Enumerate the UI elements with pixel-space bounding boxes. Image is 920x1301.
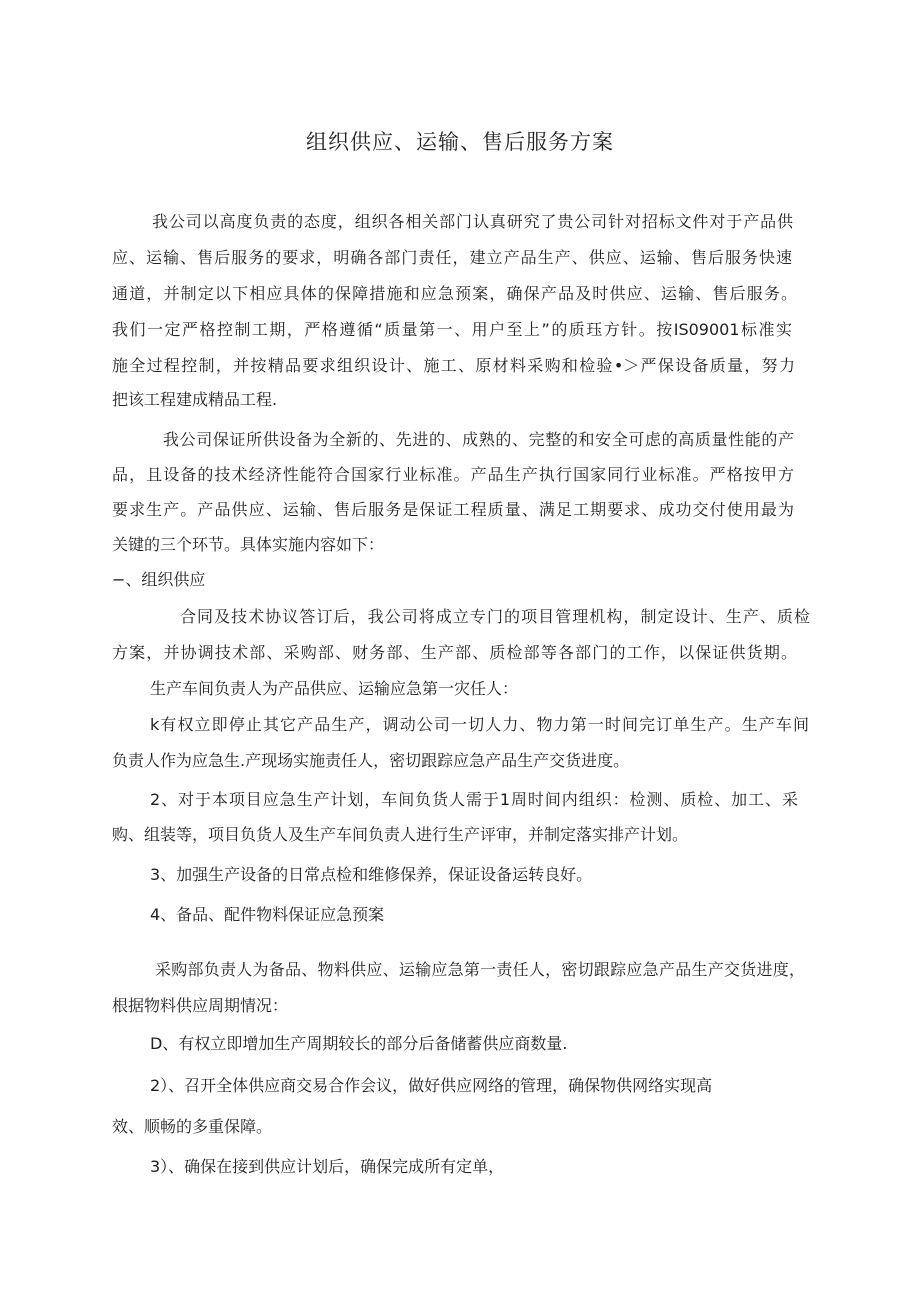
list-item: 4、备品、配件物料保证应急预案 [150, 905, 385, 924]
list-item: D、有权立即增加生产周期较长的部分后备储蓄供应商数量. [150, 1034, 568, 1053]
paragraph-line: 我公司以高度负责的态度，组织各相关部门认真研究了贵公司针对招标文件对于产品供 [152, 212, 793, 231]
paragraph-line: k有权立即停止其它产品生产，调动公司一切人力、物力第一时间完订单生产。生产车间 [150, 715, 809, 734]
paragraph-line: 根据物料供应周期情况： [112, 996, 289, 1015]
list-item: 2、对于本项目应急生产计划，车间负货人需于1周时间内组织：检测、质检、加工、采 [150, 790, 798, 809]
document-title: 组织供应、运输、售后服务方案 [306, 130, 614, 154]
paragraph-line: 生产车间负责人为产品供应、运输应急第一灾任人： [150, 679, 519, 698]
paragraph-line: 方案，并协调技术部、采购部、财务部、生产部、质检部等各部门的工作，以保证供货期。 [112, 643, 797, 662]
paragraph-line: 把该工程建成精品工程. [112, 390, 278, 409]
section-heading: −、组织供应 [112, 570, 206, 589]
paragraph-line: 要求生产。产品供应、运输、售后服务是保证工程质量、满足工期要求、成功交付使用最为 [112, 500, 794, 519]
paragraph-line: 施全过程控制，并按精品要求组织设计、施工、原材料采购和检验•＞严保设备质量，努力 [112, 356, 795, 375]
paragraph-line: 效、顺畅的多重保障。 [112, 1117, 273, 1136]
paragraph-line: 应、运输、售后服务的要求，明确各部门责任，建立产品生产、供应、运输、售后服务快速 [112, 248, 792, 267]
list-item: 3）、确保在接到供应计划后，确保完成所有定单， [150, 1157, 505, 1176]
list-item: 2）、召开全体供应商交易合作会议，做好供应网络的管理，确保物供网络实现高 [150, 1076, 713, 1095]
paragraph-line: 通道，并制定以下相应具体的保障措施和应急预案，确保产品及时供应、运输、售后服务。 [112, 284, 797, 303]
paragraph-line: 品，且设备的技术经济性能符合国家行业标准。产品生产执行国家同行业标准。严格按甲方 [112, 465, 794, 484]
paragraph-line: 购、组装等，项目负货人及生产车间负责人进行生产评审，并制定落实排产计划。 [112, 825, 689, 844]
paragraph-line: 合同及技术协议答订后，我公司将成立专门的项目管理机构，制定设计、生产、质检 [180, 607, 810, 626]
paragraph-line: 我公司保证所供设备为全新的、先进的、成熟的、完整的和安全可虑的高质量性能的产 [163, 430, 794, 449]
list-item: 3、加强生产设备的日常点检和维修保养，保证设备运转良好。 [150, 865, 593, 884]
paragraph-line: 我们一定严格控制工期，严格遵循“质量第一、用户至上”的质珏方针。按IS09001标准实 [112, 320, 792, 339]
paragraph-line: 采购部负责人为备品、物料供应、运输应急第一责任人，密切跟踪应急产品生产交货进度， [155, 960, 805, 979]
paragraph-line: 负责人作为应急生.产现场实施责任人，密切跟踪应急产品生产交货进度。 [112, 751, 630, 770]
paragraph-line: 关键的三个环节。具体实施内容如下： [112, 535, 385, 554]
